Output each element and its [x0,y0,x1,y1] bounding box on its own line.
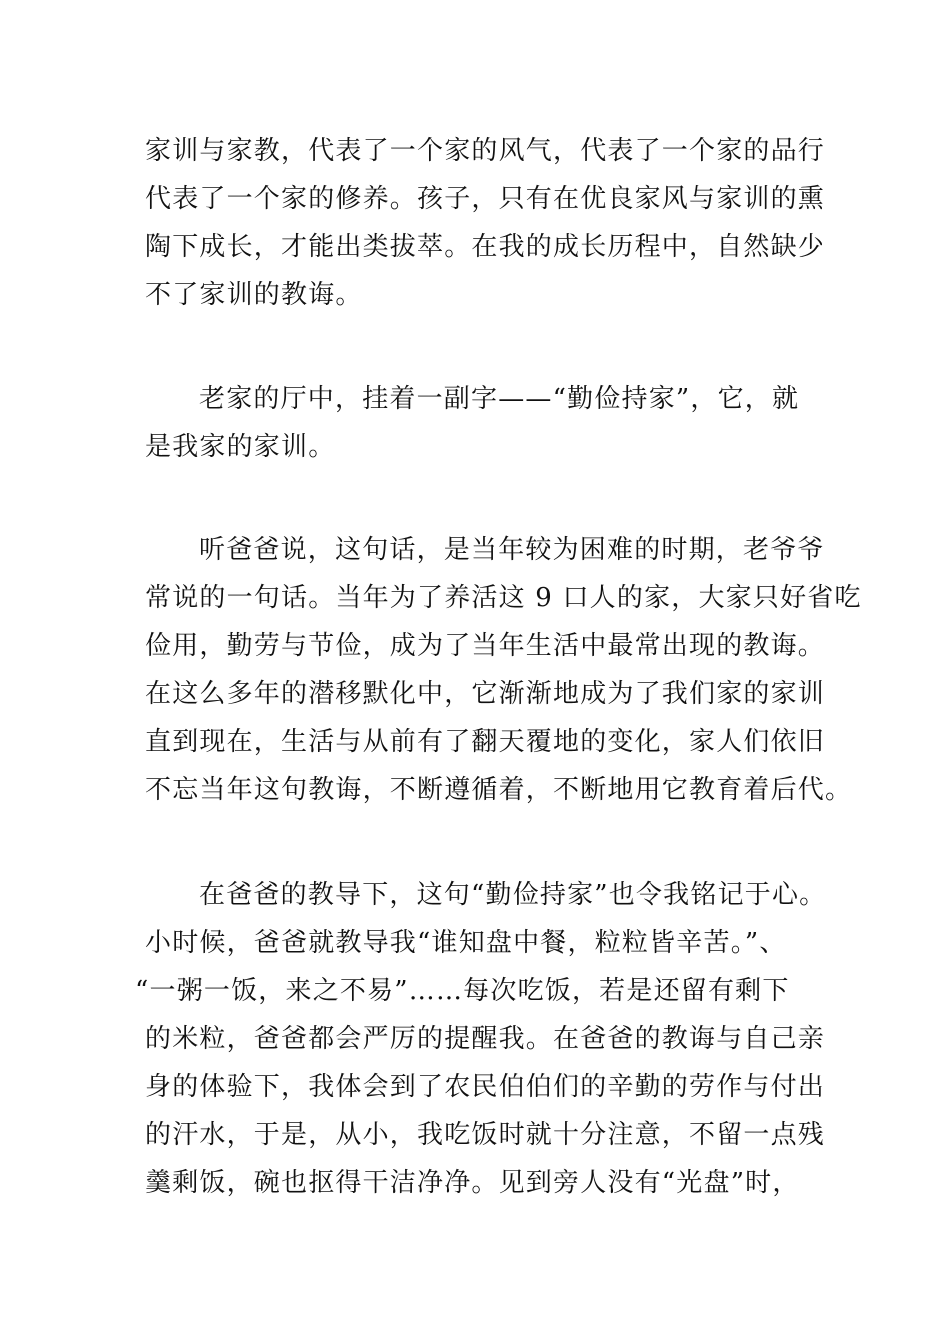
paragraph-family-motto [145,375,825,471]
text-line: 的汗水，于是，从小，我吃饭时就十分注意，不留一点残 [145,1120,826,1150]
text-line: “一粥一饭，来之不易”……每次吃饭，若是还留有剩下 [135,976,790,1006]
text-line: 直到现在，生活与从前有了翻天覆地的变化，家人们依旧 [145,727,826,757]
text-line: 在爸爸的教导下，这句“勤俭持家”也令我铭记于心。 [199,880,827,910]
text-line: 羹剩饭，碗也抠得干洁净净。见到旁人没有“光盘”时， [145,1168,800,1198]
text-line: 是我家的家训。 [145,432,336,462]
text-line: 代表了一个家的修养。孩子，只有在优良家风与家训的熏 [145,184,826,214]
text-line: 的米粒，爸爸都会严厉的提醒我。在爸爸的教诲与自己亲 [145,1024,826,1054]
paragraph-teaching [135,871,827,1207]
text-line: 在这么多年的潜移默化中，它渐渐地成为了我们家的家训 [145,679,826,709]
text-line: 不忘当年这句教诲，不断遵循着，不断地用它教育着后代。 [145,775,853,805]
text-line: 听爸爸说，这句话，是当年较为困难的时期，老爷爷 [199,535,825,565]
text-line: 家训与家教，代表了一个家的风气，代表了一个家的品行 [145,136,826,166]
text-line: 常说的一句话。当年为了养活这 9 口人的家，大家只好省吃 [145,583,862,613]
text-line: 俭用，勤劳与节俭，成为了当年生活中最常出现的教诲。 [145,631,826,661]
text-line: 小时候，爸爸就教导我“谁知盘中餐，粒粒皆辛苦。”、 [145,928,787,958]
paragraph-intro [145,127,825,319]
text-line: 陶下成长，才能出类拔萃。在我的成长历程中，自然缺少 [145,232,826,262]
text-line: 身的体验下，我体会到了农民伯伯们的辛勤的劳作与付出 [145,1072,826,1102]
text-line: 不了家训的教诲。 [145,280,363,310]
text-line: 老家的厅中，挂着一副字——“勤俭持家”，它，就 [199,384,800,414]
paragraph-history [145,526,862,814]
